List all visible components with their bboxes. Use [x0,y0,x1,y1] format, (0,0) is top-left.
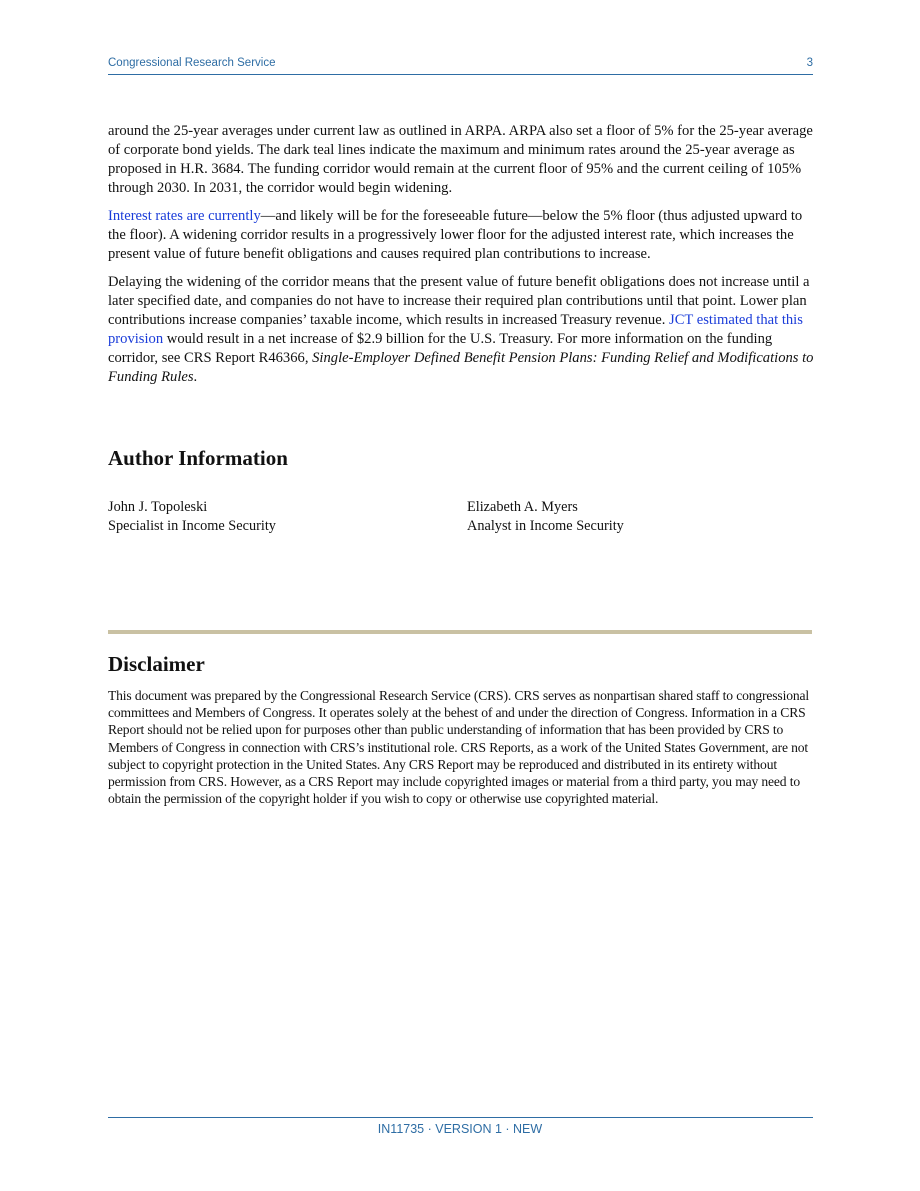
page-number: 3 [806,57,813,69]
paragraph-3-end: . [193,369,198,385]
paragraph-2-text: —and likely will be for the foreseeable future—below the 5% floor (thus adjusted upward to the floor). A widening corridor results in a progressively lower floor for the adjusted interest rate, which increases the present value of future benefit obligations and causes required plan contributions to increase. [108,208,803,262]
paragraph-3-mid: would result in a net increase of $2.9 billion for the U.S. Treasury. For more information on the funding corridor, see CRS Report R46366, [108,331,773,366]
paragraph-3-start: Delaying the widening of the corridor means that the present value of future benefit obligations does not increase until a later specified date, and companies do not have to increase their required plan contributions until that point. Lower plan contributions increase companies’ taxable income, which results in increased Treasury revenue. [108,274,810,328]
jct-estimate-link[interactable]: JCT estimated that this provision [108,312,803,347]
paragraph-2 [108,207,814,264]
paragraph-3 [108,273,814,387]
author-1 [108,498,276,535]
disclaimer-heading: Disclaimer [108,652,205,676]
footer-rule [108,1117,813,1118]
page-header [108,57,813,75]
author-name: John J. Topoleski [108,499,208,515]
author-title: Analyst in Income Security [467,517,624,534]
author-information-heading: Author Information [108,446,288,470]
disclaimer-text: This document was prepared by the Congressional Research Service (CRS). CRS serves as nonpartisan shared staff to congressional committees and Members of Congress. It operates solely at the behest of and under the direction of Congress. Information in a CRS Report should not be relied upon for purposes other than public understanding of information that has been provided by CRS to Members of Congress in connection with CRS’s institutional role. CRS Reports, as a work of the United States Government, are not subject to copyright protection in the United States. Any CRS Report may be reproduced and distributed in its entirety without permission from CRS. However, as a CRS Report may include copyrighted images or material from a third party, you may need to obtain the permission of the copyright holder if you wish to copy or otherwise use copyrighted material. [108,688,810,807]
report-title: Single-Employer Defined Benefit Pension Plans: Funding Relief and Modifications to Funding Rules [108,350,814,385]
page-footer: IN11735 · VERSION 1 · NEW [377,1122,543,1136]
interest-rates-link[interactable]: Interest rates are currently [108,208,261,224]
header-org: Congressional Research Service [108,57,276,69]
author-title: Specialist in Income Security [108,517,276,534]
author-name: Elizabeth A. Myers [467,499,578,515]
paragraph-1: around the 25-year averages under current law as outlined in ARPA. ARPA also set a floor of 5% for the 25-year average of corporate bond yields. The dark teal lines indicate the maximum and minimum rates around the 25-year average as proposed in H.R. 3684. The funding corridor would remain at the current floor of 95% and the current ceiling of 105% through 2030. In 2031, the corridor would begin widening. [108,123,813,196]
body-text [108,122,814,396]
author-2 [467,498,624,535]
section-divider [108,630,812,634]
